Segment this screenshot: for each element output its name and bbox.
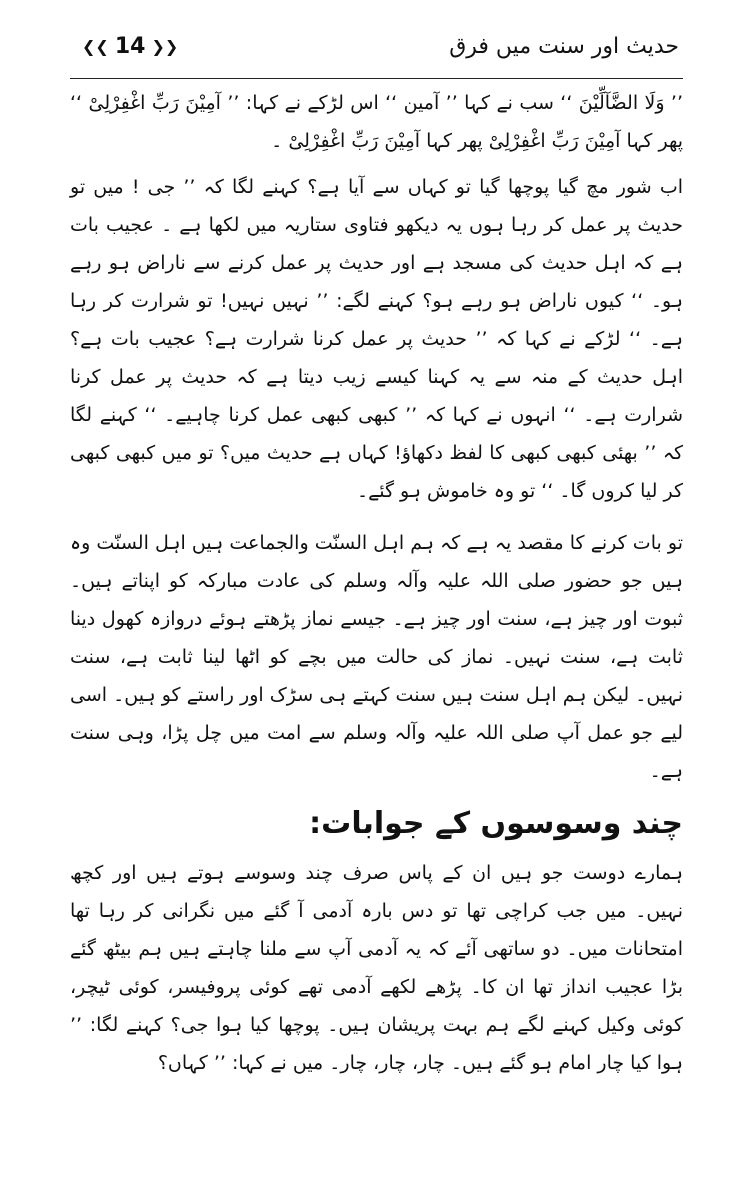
- page-number-text: 14: [114, 34, 146, 59]
- paragraph-1: ’’ وَلَا الضَّآلِّیْنَ ‘‘ سب نے کہا ’’ آمین ‘‘ اس لڑکے نے کہا: ’’ آمِیْنَ رَبِّ اغْفِرْلِیْ ‘‘ پھر کہا آمِیْنَ رَبِّ اغْفِرْلِیْ پھر کہا آمِیْنَ رَبِّ اغْفِرْلِیْ ۔: [70, 92, 683, 152]
- page-body: [70, 84, 683, 1096]
- page-number: [82, 34, 178, 59]
- ornament-left-icon: ❮❮: [82, 37, 109, 56]
- paragraph-4: ہمارے دوست جو ہیں ان کے پاس صرف چند وسوسے ہوتے ہیں اور کچھ نہیں۔ میں جب کراچی تھا تو دس بارہ آدمی آ گئے میں نگرانی کر رہا تھا امتحانات میں۔ دو ساتھی آئے کہ یہ آدمی آپ سے ملنا چاہتے ہیں ہم بیٹھ گئے بڑا عجیب انداز تھا ان کا۔ پڑھے لکھے آدمی تھے کوئی پروفیسر، کوئی ٹیچر، کوئی وکیل کہنے لگے ہم بہت پریشان ہیں۔ پوچھا کیا ہوا جی؟ کہنے لگا: ’’ ہوا کیا چار امام ہو گئے ہیں۔ چار، چار، چار۔ میں نے کہا: ’’ کہاں؟: [70, 862, 683, 1074]
- page-header: [70, 30, 683, 79]
- running-title: حدیث اور سنت میں فرق: [449, 34, 679, 59]
- paragraph-3: تو بات کرنے کا مقصد یہ ہے کہ ہم اہل السنّت والجماعت ہیں اہل السنّت وہ ہیں جو حضور صلی اللہ علیہ وآلہ وسلم کی عادت مبارکہ کو اپناتے ہیں۔ ثبوت اور چیز ہے، سنت اور چیز ہے۔ جیسے نماز پڑھتے ہوئے دروازہ کھول دینا ثابت ہے، سنت نہیں۔ نماز کی حالت میں بچے کو اٹھا لینا ثابت ہے، سنت نہیں۔ لیکن ہم اہل سنت ہیں سنت کہتے ہی سڑک اور راستے کو ہیں۔ اسی لیے جو عمل آپ صلی اللہ علیہ وآلہ وسلم سے امت میں چل پڑا، وہی سنت ہے۔: [70, 532, 683, 782]
- ornament-right-icon: ❯❯: [151, 37, 179, 56]
- paragraph-2: اب شور مچ گیا پوچھا گیا تو کہاں سے آیا ہے؟ کہنے لگا کہ ’’ جی ! میں تو حدیث پر عمل کر رہا ہوں یہ دیکھو فتاوی ستاریہ میں لکھا ہے ۔ عجیب بات ہے کہ اہل حدیث کی مسجد ہے اور حدیث پر عمل کرنے سے ناراض ہو رہے ہو۔ ‘‘ کیوں ناراض ہو رہے ہو؟ کہنے لگے: ’’ نہیں نہیں! تو شرارت کر رہا ہے۔ ‘‘ لڑکے نے کہا کہ ’’ حدیث پر عمل کرنا شرارت ہے؟ عجیب بات ہے؟ اہل حدیث کے منہ سے یہ کہنا کیسے زیب دیتا ہے کہ حدیث پر عمل کرنا شرارت ہے۔ ‘‘ انہوں نے کہا کہ ’’ کبھی کبھی عمل کرنا چاہیے۔ ‘‘ کہنے لگا کہ ’’ بھئی کبھی کبھی کا لفظ دکھاؤ! کہاں ہے حدیث میں؟ تو میں کبھی کبھی کر لیا کروں گا۔ ‘‘ تو وہ خاموش ہو گئے۔: [70, 176, 683, 502]
- section-heading: چند وسوسوں کے جوابات:: [309, 806, 683, 841]
